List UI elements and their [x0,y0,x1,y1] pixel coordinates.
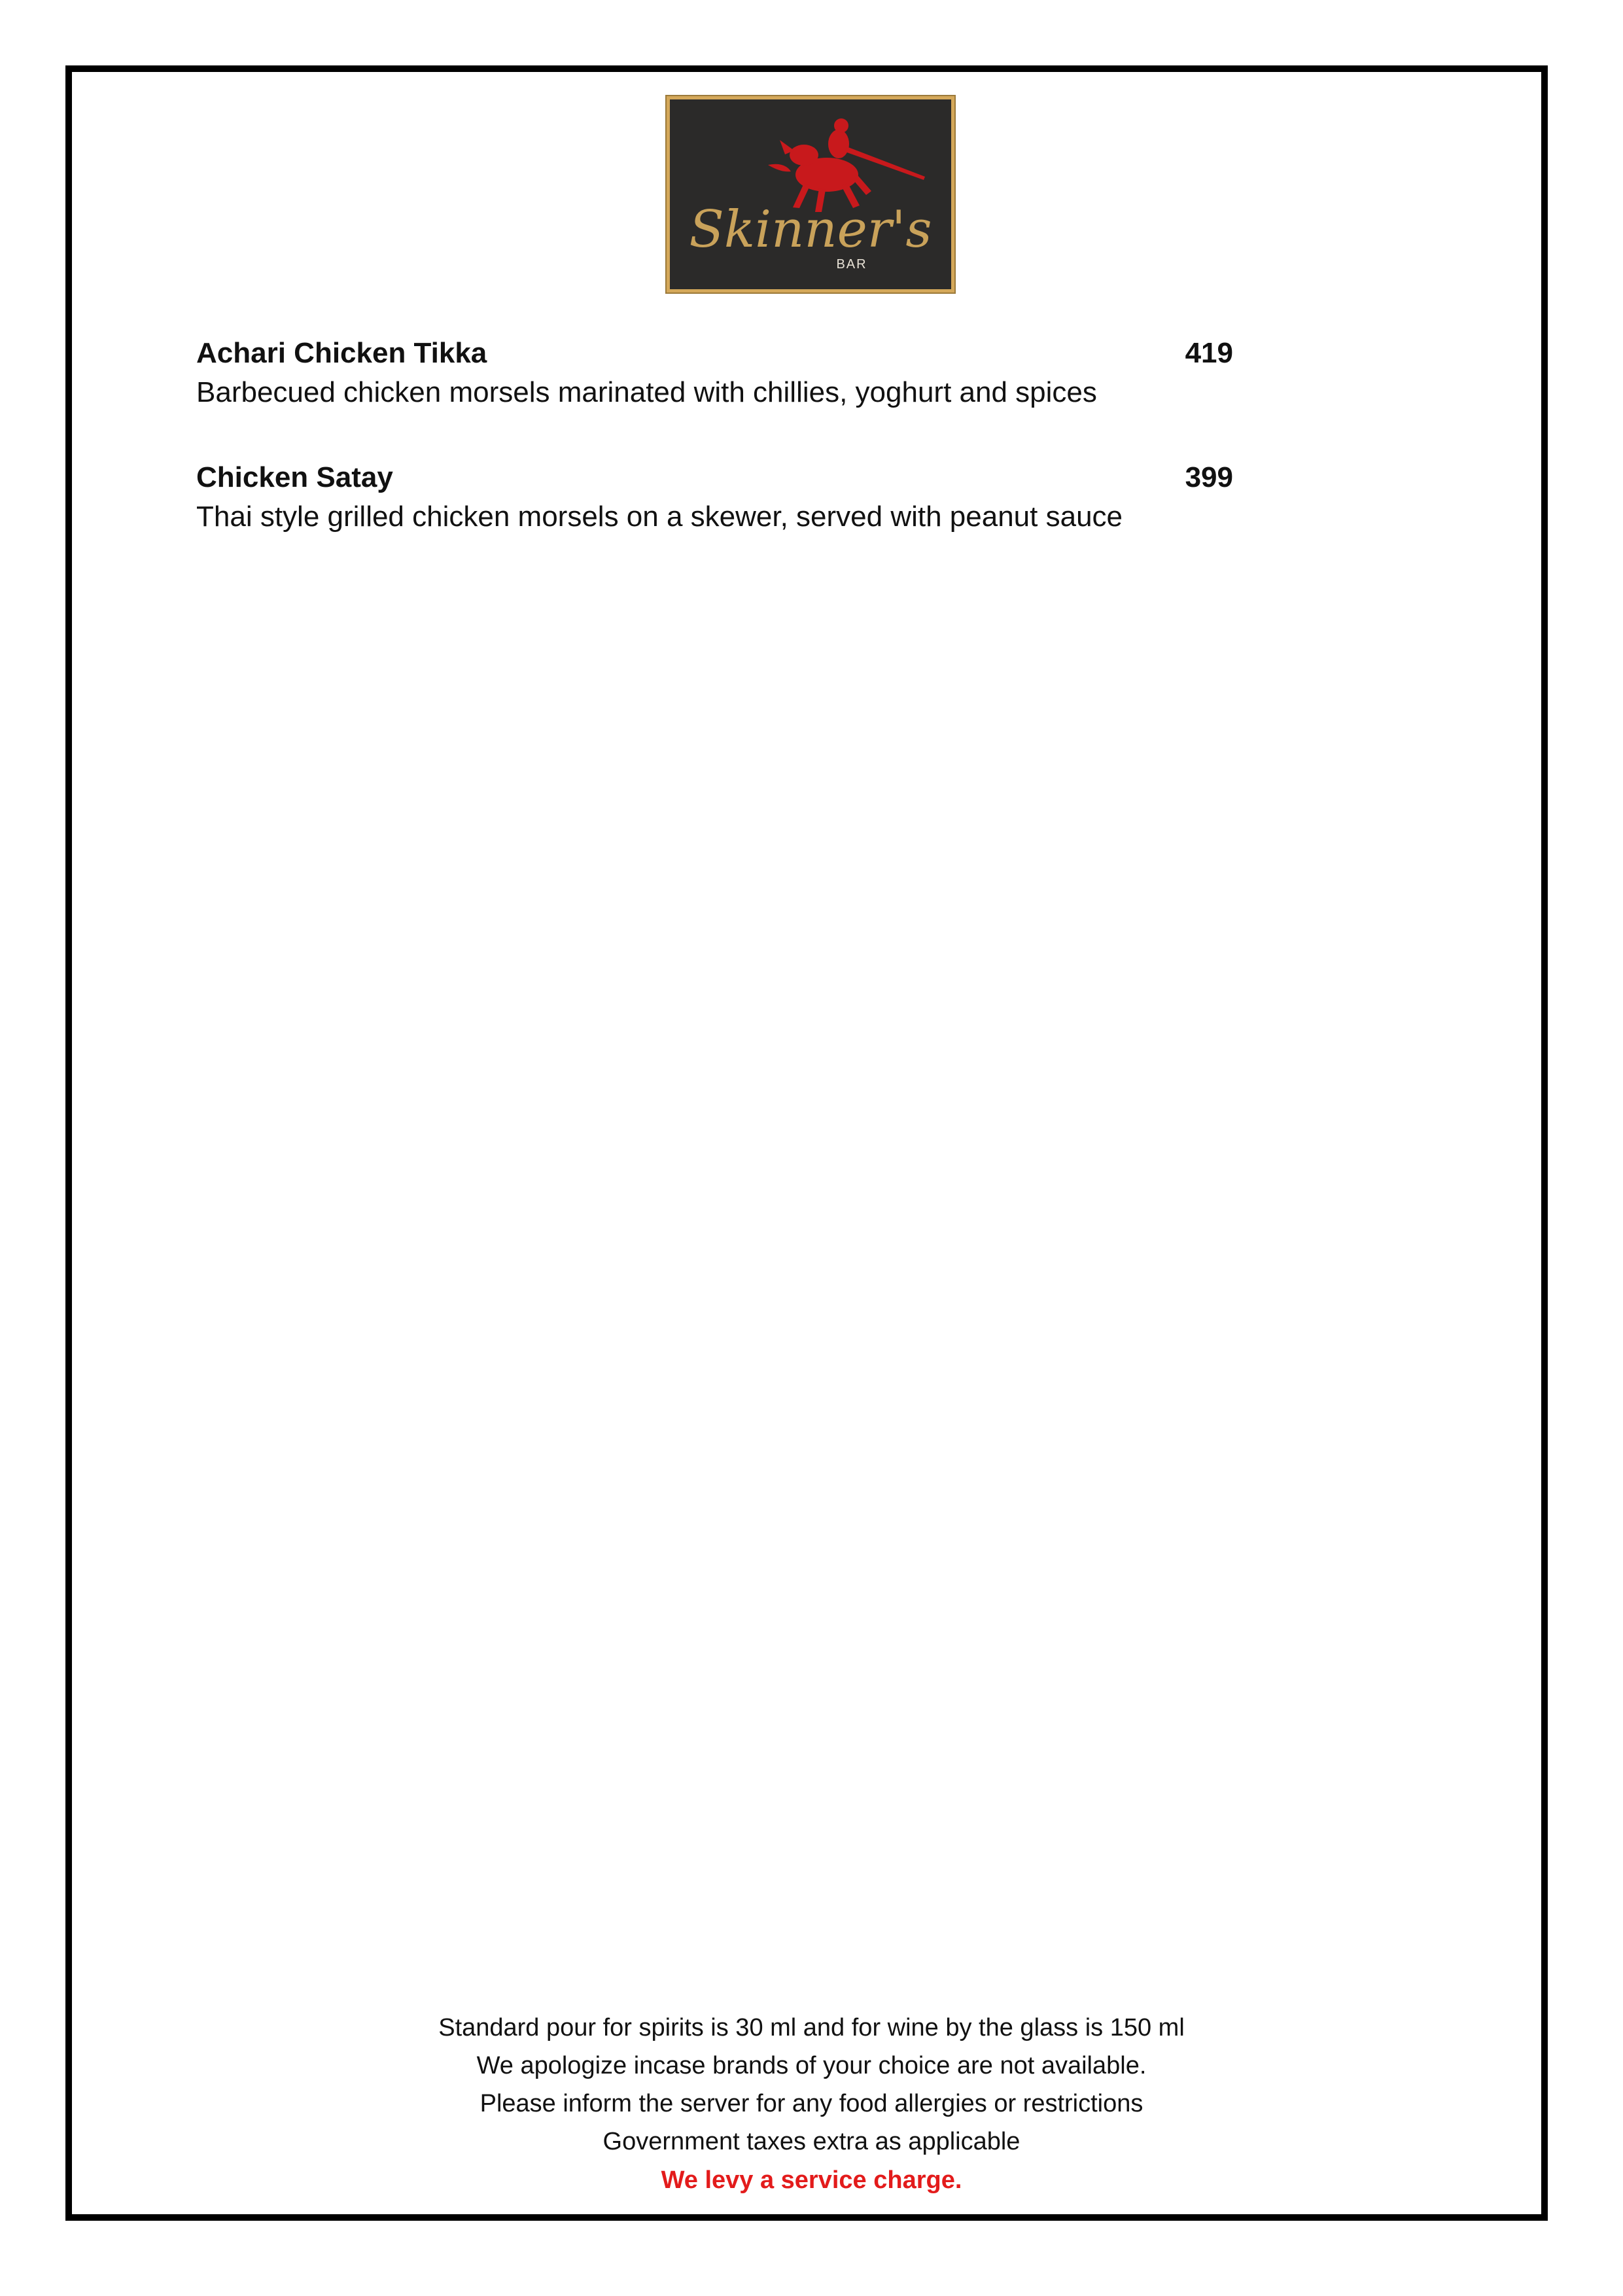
menu-item-header [196,458,1233,497]
brand-sub-text: BAR [836,257,867,272]
logo-graphic [670,99,951,289]
menu-item-description: Thai style grilled chicken morsels on a skewer, served with peanut sauce [196,501,1123,533]
footer-tax-note: Government taxes extra as applicable [602,2128,1021,2155]
menu-item-description: Barbecued chicken morsels marinated with chillies, yoghurt and spices [196,376,1097,408]
menu-list [196,334,1233,582]
footer-allergy-note: Please inform the server for any food allergies or restrictions [480,2090,1143,2117]
horse-rider-icon [768,118,925,212]
menu-item-name: Achari Chicken Tikka [196,337,487,369]
menu-item-name: Chicken Satay [196,461,393,493]
footer-service-charge: We levy a service charge. [661,2166,962,2194]
skinners-bar-logo [667,96,954,292]
brand-script-text: Skinner's [689,200,932,259]
menu-item-price: 419 [1185,337,1233,369]
footer-pour-note: Standard pour for spirits is 30 ml and for wine by the glass is 150 ml [438,2014,1185,2041]
menu-item-header [196,334,1233,373]
menu-item-price: 399 [1185,461,1233,493]
brand-wordmark [689,200,932,272]
footer-brand-apology: We apologize incase brands of your choice are not available. [476,2052,1147,2079]
menu-item [196,334,1233,412]
menu-footer-notes [65,2009,1558,2200]
menu-item [196,458,1233,537]
